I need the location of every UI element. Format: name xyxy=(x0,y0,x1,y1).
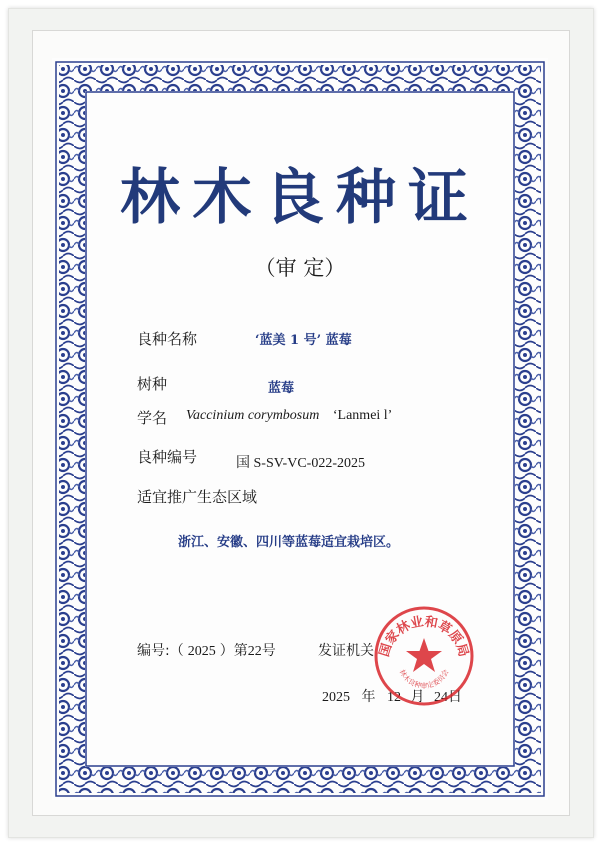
seal-star-icon xyxy=(406,638,442,672)
scientific-name-label: 学名 xyxy=(137,409,168,427)
serial-no: 22 xyxy=(247,644,262,659)
region-label: 适宜推广生态区域 xyxy=(137,488,258,506)
species-value: 蓝莓 xyxy=(268,381,295,396)
serial-mid: ）第 xyxy=(219,643,248,659)
species-label: 树种 xyxy=(137,375,168,393)
date-month-unit: 月 xyxy=(410,689,425,705)
date-month: 12 xyxy=(387,690,401,705)
issuer-label: 发证机关 xyxy=(318,643,374,659)
serial-number xyxy=(137,640,276,660)
date-year: 2025 xyxy=(322,690,350,705)
seal-outer-text: 国家林业和草原局 xyxy=(377,614,471,659)
variety-name-value: ‘蓝美 1 号’ 蓝莓 xyxy=(255,333,352,348)
seal-inner-text: 林木良种审定委员会 xyxy=(397,668,451,690)
svg-text:林木良种审定委员会 xyxy=(398,668,451,690)
date-day: 24 xyxy=(434,690,448,705)
official-seal xyxy=(372,604,476,708)
variety-number-label: 良种编号 xyxy=(137,448,198,466)
date-year-unit: 年 xyxy=(361,689,376,705)
scientific-name-cultivar: ‘Lanmei l’ xyxy=(332,408,393,423)
certificate-subtitle: （审 定） xyxy=(254,256,346,280)
certificate-title: 林木良种证 xyxy=(120,163,480,233)
scientific-name-latin: Vaccinium corymbosum xyxy=(186,408,320,423)
variety-name-label: 良种名称 xyxy=(137,330,198,348)
serial-prefix: 编号:（ xyxy=(137,643,184,659)
serial-year: 2025 xyxy=(187,644,216,659)
region-value: 浙江、安徽、四川等蓝莓适宜栽培区。 xyxy=(178,535,400,550)
date-day-unit: 日 xyxy=(448,689,462,705)
variety-number-value: 国 S-SV-VC-022-2025 xyxy=(236,456,365,471)
serial-suffix: 号 xyxy=(261,643,276,659)
scientific-name-value xyxy=(186,408,392,424)
